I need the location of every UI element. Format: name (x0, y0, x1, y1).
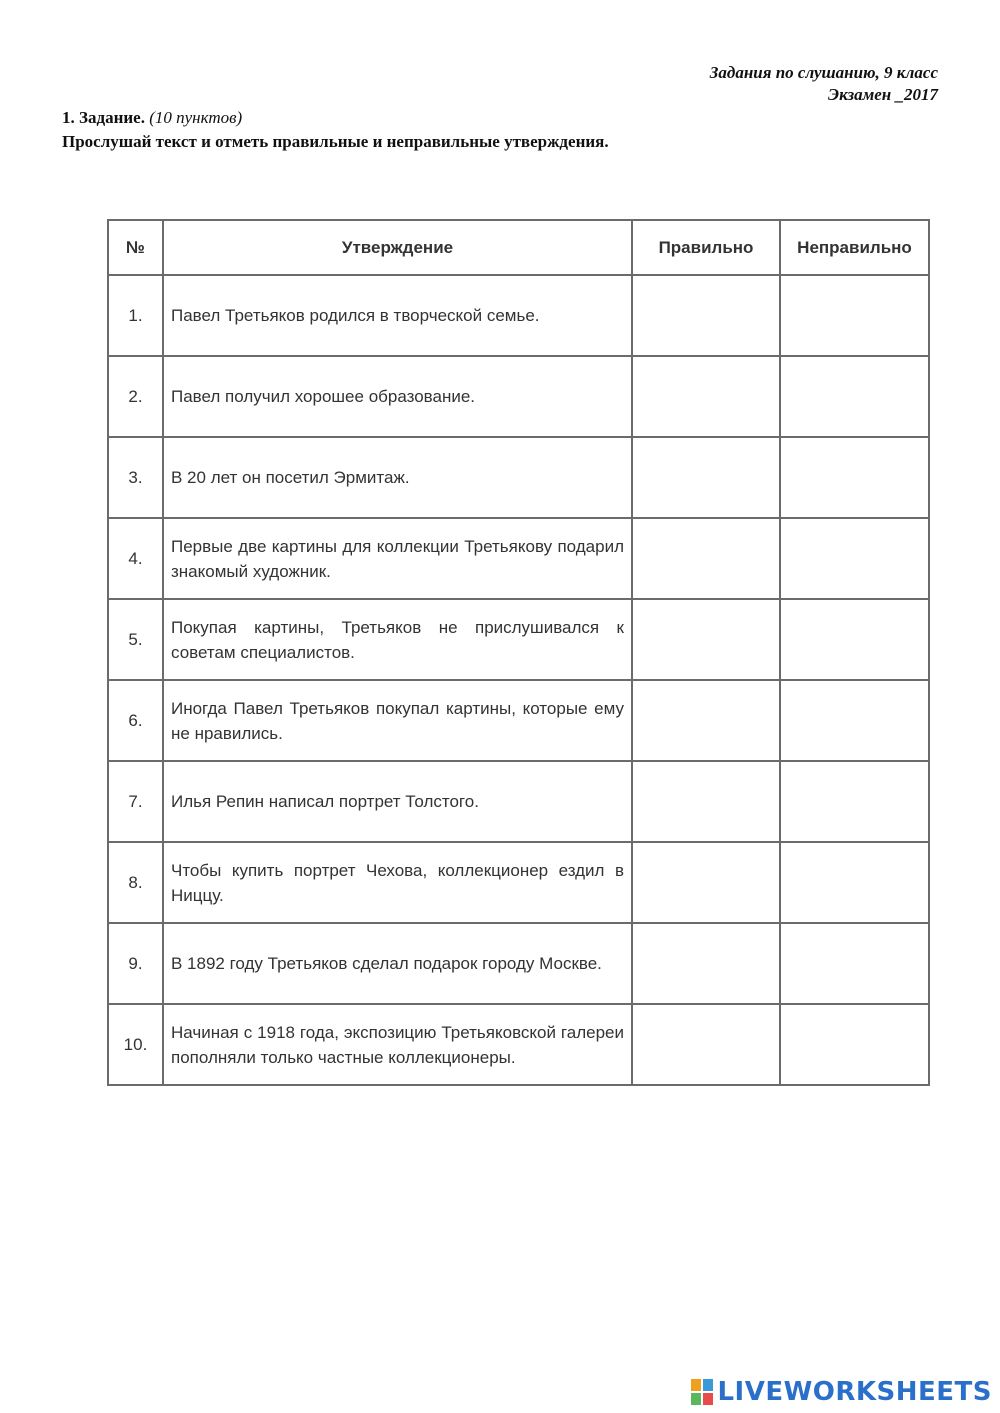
row-number: 1. (108, 275, 163, 356)
answer-false-cell[interactable] (780, 437, 929, 518)
answer-true-cell[interactable] (632, 599, 780, 680)
table-row (108, 1004, 929, 1085)
row-statement: В 20 лет он посетил Эрмитаж. (163, 437, 632, 518)
statements-table (107, 219, 930, 1086)
liveworksheets-logo-icon (691, 1379, 713, 1405)
row-statement: Павел получил хорошее образование. (163, 356, 632, 437)
header-statement: Утверждение (163, 220, 632, 275)
row-statement: Первые две картины для коллекции Третьякову подарил знакомый художник. (163, 518, 632, 599)
table-row (108, 437, 929, 518)
table-row (108, 599, 929, 680)
answer-true-cell[interactable] (632, 761, 780, 842)
answer-false-cell[interactable] (780, 518, 929, 599)
row-number: 3. (108, 437, 163, 518)
liveworksheets-logo (691, 1377, 992, 1407)
answer-true-cell[interactable] (632, 923, 780, 1004)
row-statement: Покупая картины, Третьяков не прислушивался к советам специалистов. (163, 599, 632, 680)
task-points: (10 пунктов) (149, 108, 243, 127)
table-row (108, 761, 929, 842)
header-true: Правильно (632, 220, 780, 275)
answer-false-cell[interactable] (780, 1004, 929, 1085)
task-number: 1. Задание. (62, 108, 145, 127)
row-number: 7. (108, 761, 163, 842)
header-exam: Экзамен _2017 (828, 85, 938, 104)
answer-false-cell[interactable] (780, 356, 929, 437)
answer-true-cell[interactable] (632, 1004, 780, 1085)
row-statement: Чтобы купить портрет Чехова, коллекционер ездил в Ниццу. (163, 842, 632, 923)
answer-true-cell[interactable] (632, 356, 780, 437)
answer-false-cell[interactable] (780, 680, 929, 761)
table-row (108, 518, 929, 599)
answer-true-cell[interactable] (632, 518, 780, 599)
header-num: № (108, 220, 163, 275)
row-number: 6. (108, 680, 163, 761)
answer-true-cell[interactable] (632, 842, 780, 923)
row-number: 5. (108, 599, 163, 680)
answer-false-cell[interactable] (780, 599, 929, 680)
answer-true-cell[interactable] (632, 437, 780, 518)
document-header (710, 62, 938, 106)
table-row (108, 923, 929, 1004)
task-instruction: Прослушай текст и отметь правильные и неправильные утверждения. (62, 132, 609, 151)
answer-false-cell[interactable] (780, 923, 929, 1004)
row-number: 2. (108, 356, 163, 437)
row-number: 8. (108, 842, 163, 923)
row-number: 10. (108, 1004, 163, 1085)
table-row (108, 275, 929, 356)
header-subject: Задания по слушанию, 9 класс (709, 63, 938, 82)
row-statement: Иногда Павел Третьяков покупал картины, которые ему не нравились. (163, 680, 632, 761)
row-statement: Илья Репин написал портрет Толстого. (163, 761, 632, 842)
table-row (108, 842, 929, 923)
task-block (62, 106, 609, 154)
row-statement: В 1892 году Третьяков сделал подарок городу Москве. (163, 923, 632, 1004)
answer-true-cell[interactable] (632, 275, 780, 356)
answer-false-cell[interactable] (780, 275, 929, 356)
row-statement: Павел Третьяков родился в творческой семье. (163, 275, 632, 356)
table-row (108, 356, 929, 437)
row-statement: Начиная с 1918 года, экспозицию Третьяковской галереи пополняли только частные коллекционеры. (163, 1004, 632, 1085)
answer-false-cell[interactable] (780, 842, 929, 923)
table-row (108, 680, 929, 761)
answer-false-cell[interactable] (780, 761, 929, 842)
table-header-row (108, 220, 929, 275)
row-number: 4. (108, 518, 163, 599)
logo-text: LIVEWORKSHEETS (717, 1377, 992, 1407)
row-number: 9. (108, 923, 163, 1004)
answer-true-cell[interactable] (632, 680, 780, 761)
header-false: Неправильно (780, 220, 929, 275)
